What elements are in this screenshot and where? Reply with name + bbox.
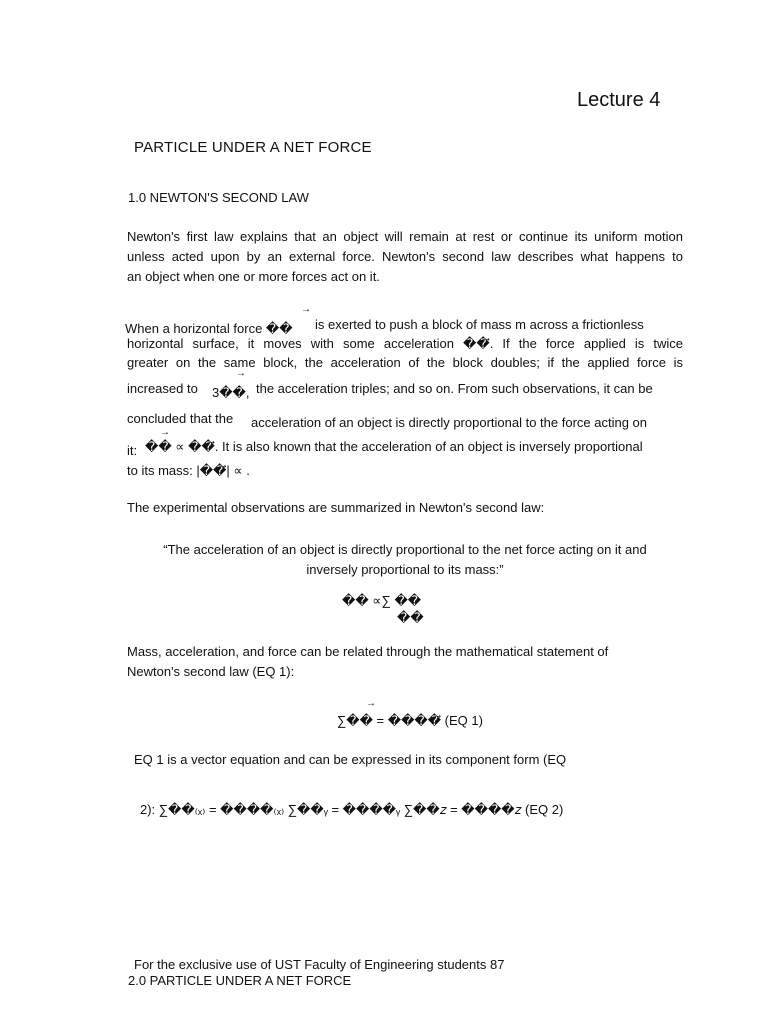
- text-line: to its mass: |��⃗| ∝ .: [127, 463, 250, 478]
- quote-line: “The acceleration of an object is directly proportional to the net force acting on it and: [163, 542, 647, 557]
- text-line: Newton's second law (EQ 1):: [127, 664, 295, 679]
- lecture-number: Lecture 4: [577, 89, 661, 111]
- text-line: horizontal surface, it moves with some acceleration ��⃗. If the force applied is twice: [127, 336, 683, 351]
- vector-arrow: →: [236, 368, 246, 379]
- equation-text: ∑�� = ����⃗ (EQ 1): [337, 713, 483, 728]
- vector-arrow: →: [366, 698, 376, 709]
- equation-2: 2): ∑��₍ₓ₎ = ����₍ₓ₎ ∑��ᵧ = ����ᵧ ∑��𝑧 = ����𝑧 (EQ 2): [140, 802, 564, 817]
- page-title: PARTICLE UNDER A NET FORCE: [134, 139, 372, 156]
- text-line: an object when one or more forces act on it.: [127, 269, 380, 284]
- vector-arrow: →: [160, 427, 170, 438]
- text-line: concluded that the: [127, 411, 234, 426]
- footer-note: For the exclusive use of UST Faculty of Engineering students 87: [134, 957, 505, 972]
- section-heading: 1.0 NEWTON'S SECOND LAW: [128, 190, 309, 205]
- text-line: the acceleration triples; and so on. From such observations, it can be: [256, 381, 653, 396]
- quote-line: inversely proportional to its mass:”: [306, 562, 504, 577]
- paragraph-component-form: EQ 1 is a vector equation and can be expressed in its component form (EQ: [134, 752, 567, 767]
- text-line: unless acted upon by an external force. Newton's second law describes what happens to: [127, 249, 683, 264]
- text-line: greater on the same block, the acceleration of the block doubles; if the applied force is: [127, 355, 683, 370]
- formula-denominator: ��: [397, 610, 424, 625]
- text-line: increased to: [127, 381, 198, 396]
- text-line: When a horizontal force ��: [125, 321, 293, 336]
- text-line: Newton's first law explains that an object will remain at rest or continue its uniform motion: [127, 229, 683, 244]
- formula-numerator: �� ∝∑ ��: [342, 593, 422, 608]
- text-line: 3��,: [212, 385, 250, 400]
- text-line: acceleration of an object is directly proportional to the force acting on: [251, 415, 648, 430]
- text-line: �� ∝ ��⃗. It is also known that the acceleration of an object is inversely proportional: [145, 439, 643, 454]
- text-line: it:: [127, 443, 138, 458]
- vector-arrow: →: [301, 304, 311, 315]
- paragraph-summary: The experimental observations are summarized in Newton's second law:: [127, 500, 545, 515]
- text-line: Mass, acceleration, and force can be related through the mathematical statement of: [127, 644, 609, 659]
- text-line: is exerted to push a block of mass m across a frictionless: [315, 317, 644, 332]
- next-section-heading: 2.0 PARTICLE UNDER A NET FORCE: [128, 973, 352, 988]
